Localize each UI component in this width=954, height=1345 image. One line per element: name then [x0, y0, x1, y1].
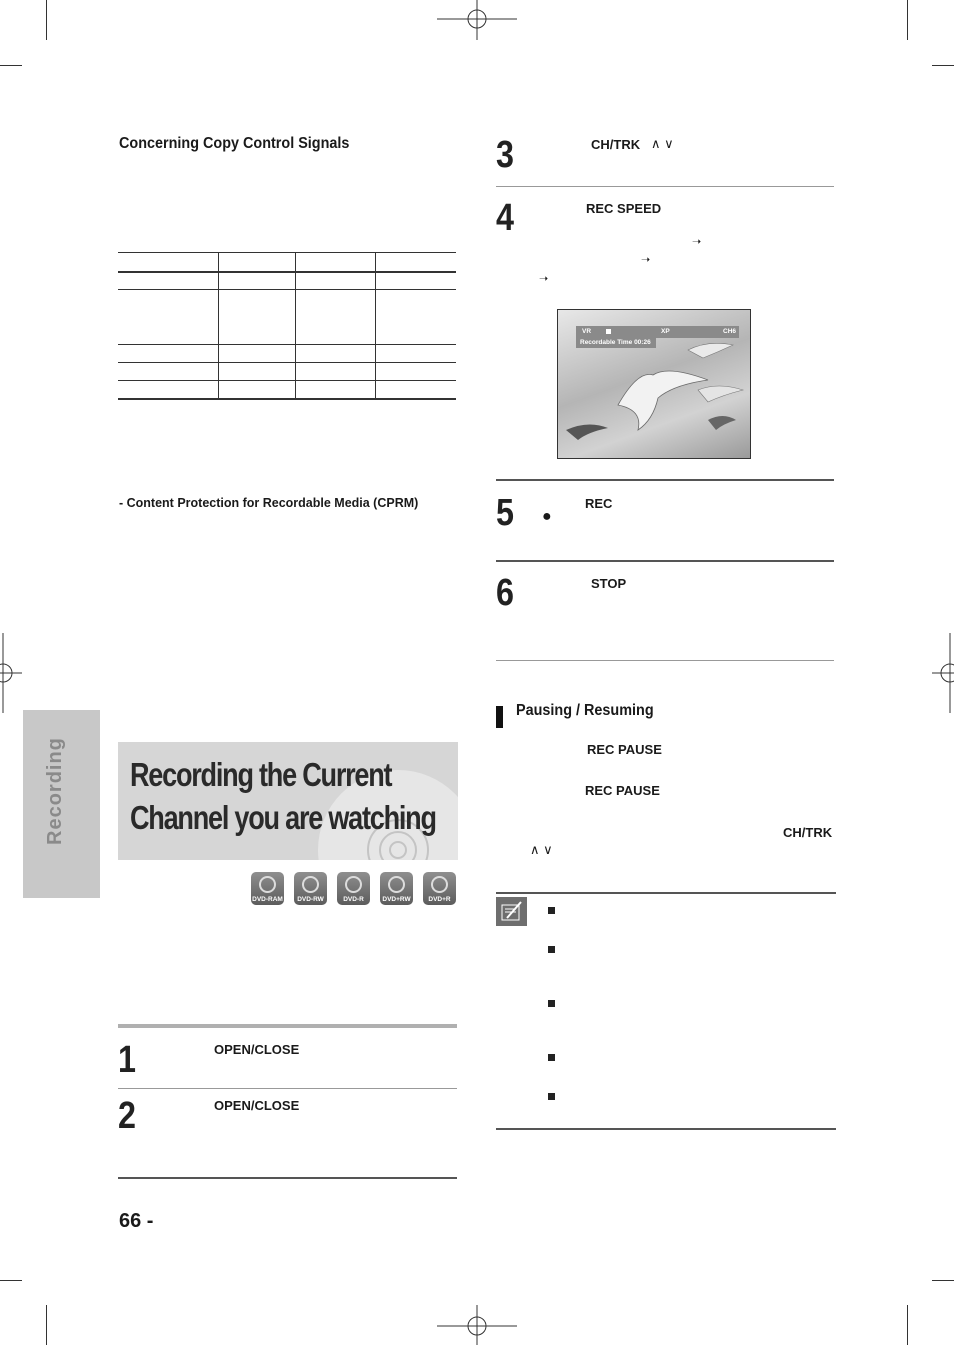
- step-6-key: STOP: [591, 576, 627, 591]
- table-row: [118, 381, 456, 399]
- step-3-key: CH/TRK: [591, 137, 641, 152]
- tv-screen-image: [557, 309, 751, 459]
- rec-pause-key-2: REC PAUSE: [585, 783, 660, 798]
- heading-bar: [496, 706, 503, 728]
- divider: [496, 660, 834, 661]
- cprm-line: - Content Protection for Recordable Media (CPRM): [119, 496, 419, 510]
- bullet-icon: [548, 1054, 555, 1061]
- step-5-number: 5: [496, 492, 514, 534]
- banner-title-line1: Recording the Current: [130, 756, 392, 793]
- steps-top-rule: [118, 1024, 457, 1028]
- up-down-arrows-icon: ∧ ∨: [530, 842, 553, 857]
- table-row: [118, 290, 456, 345]
- pausing-heading: Pausing / Resuming: [516, 702, 654, 719]
- step-4-number: 4: [496, 197, 514, 239]
- registration-mark: [0, 633, 22, 713]
- table-row: [118, 363, 456, 381]
- divider: [496, 1128, 836, 1130]
- step-3-number: 3: [496, 134, 514, 176]
- copy-control-table: [118, 252, 456, 400]
- divider: [496, 892, 836, 894]
- table-row: [118, 272, 456, 290]
- note-icon: [496, 897, 527, 926]
- step-2-number: 2: [118, 1095, 136, 1137]
- dvd-r-icon: DVD-R: [337, 872, 370, 905]
- divider: [118, 1177, 457, 1179]
- step-4-key: REC SPEED: [586, 201, 662, 216]
- registration-mark: [437, 0, 517, 40]
- divider: [118, 1088, 457, 1089]
- section-tab-label: Recording: [44, 737, 66, 845]
- crop-mark: [0, 1280, 22, 1281]
- bullet-icon: [548, 946, 555, 953]
- step-5-key: REC: [585, 496, 613, 511]
- step-6-number: 6: [496, 572, 514, 614]
- dvd-plus-r-icon: DVD+R: [423, 872, 456, 905]
- bullet-icon: [548, 1000, 555, 1007]
- osd-status-bar: VR XP CH6: [576, 326, 739, 338]
- page-number: 66 -: [119, 1210, 154, 1232]
- osd-recordable-time: Recordable Time 00:26: [576, 338, 656, 348]
- banner-title-line2: Channel you are watching: [130, 799, 436, 836]
- registration-mark: [437, 1305, 517, 1345]
- arrow-right-icon: ➝: [641, 254, 651, 266]
- registration-mark: [932, 633, 954, 713]
- divider: [496, 186, 834, 187]
- crop-mark: [907, 1305, 908, 1345]
- step-1-number: 1: [118, 1039, 136, 1081]
- dvd-plus-rw-icon: DVD+RW: [380, 872, 413, 905]
- ch-trk-key: CH/TRK: [783, 825, 833, 840]
- table-row: [118, 253, 456, 272]
- step-2-key: OPEN/CLOSE: [214, 1098, 300, 1113]
- up-down-arrows-icon: ∧ ∨: [651, 136, 674, 151]
- step-1-key: OPEN/CLOSE: [214, 1042, 300, 1057]
- dvd-rw-icon: DVD-RW: [294, 872, 327, 905]
- arrow-right-icon: ➝: [692, 236, 702, 248]
- divider: [496, 479, 834, 481]
- title-banner: [118, 742, 458, 860]
- crop-mark: [46, 1305, 47, 1345]
- crop-mark: [0, 65, 22, 66]
- dvd-ram-icon: DVD-RAM: [251, 872, 284, 905]
- crop-mark: [907, 0, 908, 40]
- bullet-icon: [548, 907, 555, 914]
- table-row: [118, 345, 456, 363]
- crop-mark: [932, 1280, 954, 1281]
- arrow-right-icon: ➝: [539, 273, 549, 285]
- rec-pause-key-1: REC PAUSE: [587, 742, 662, 757]
- crop-mark: [46, 0, 47, 40]
- crop-mark: [932, 65, 954, 66]
- copy-control-heading: Concerning Copy Control Signals: [119, 135, 350, 152]
- bullet-icon: [548, 1093, 555, 1100]
- divider: [496, 560, 834, 562]
- record-dot-icon: ●: [542, 508, 552, 525]
